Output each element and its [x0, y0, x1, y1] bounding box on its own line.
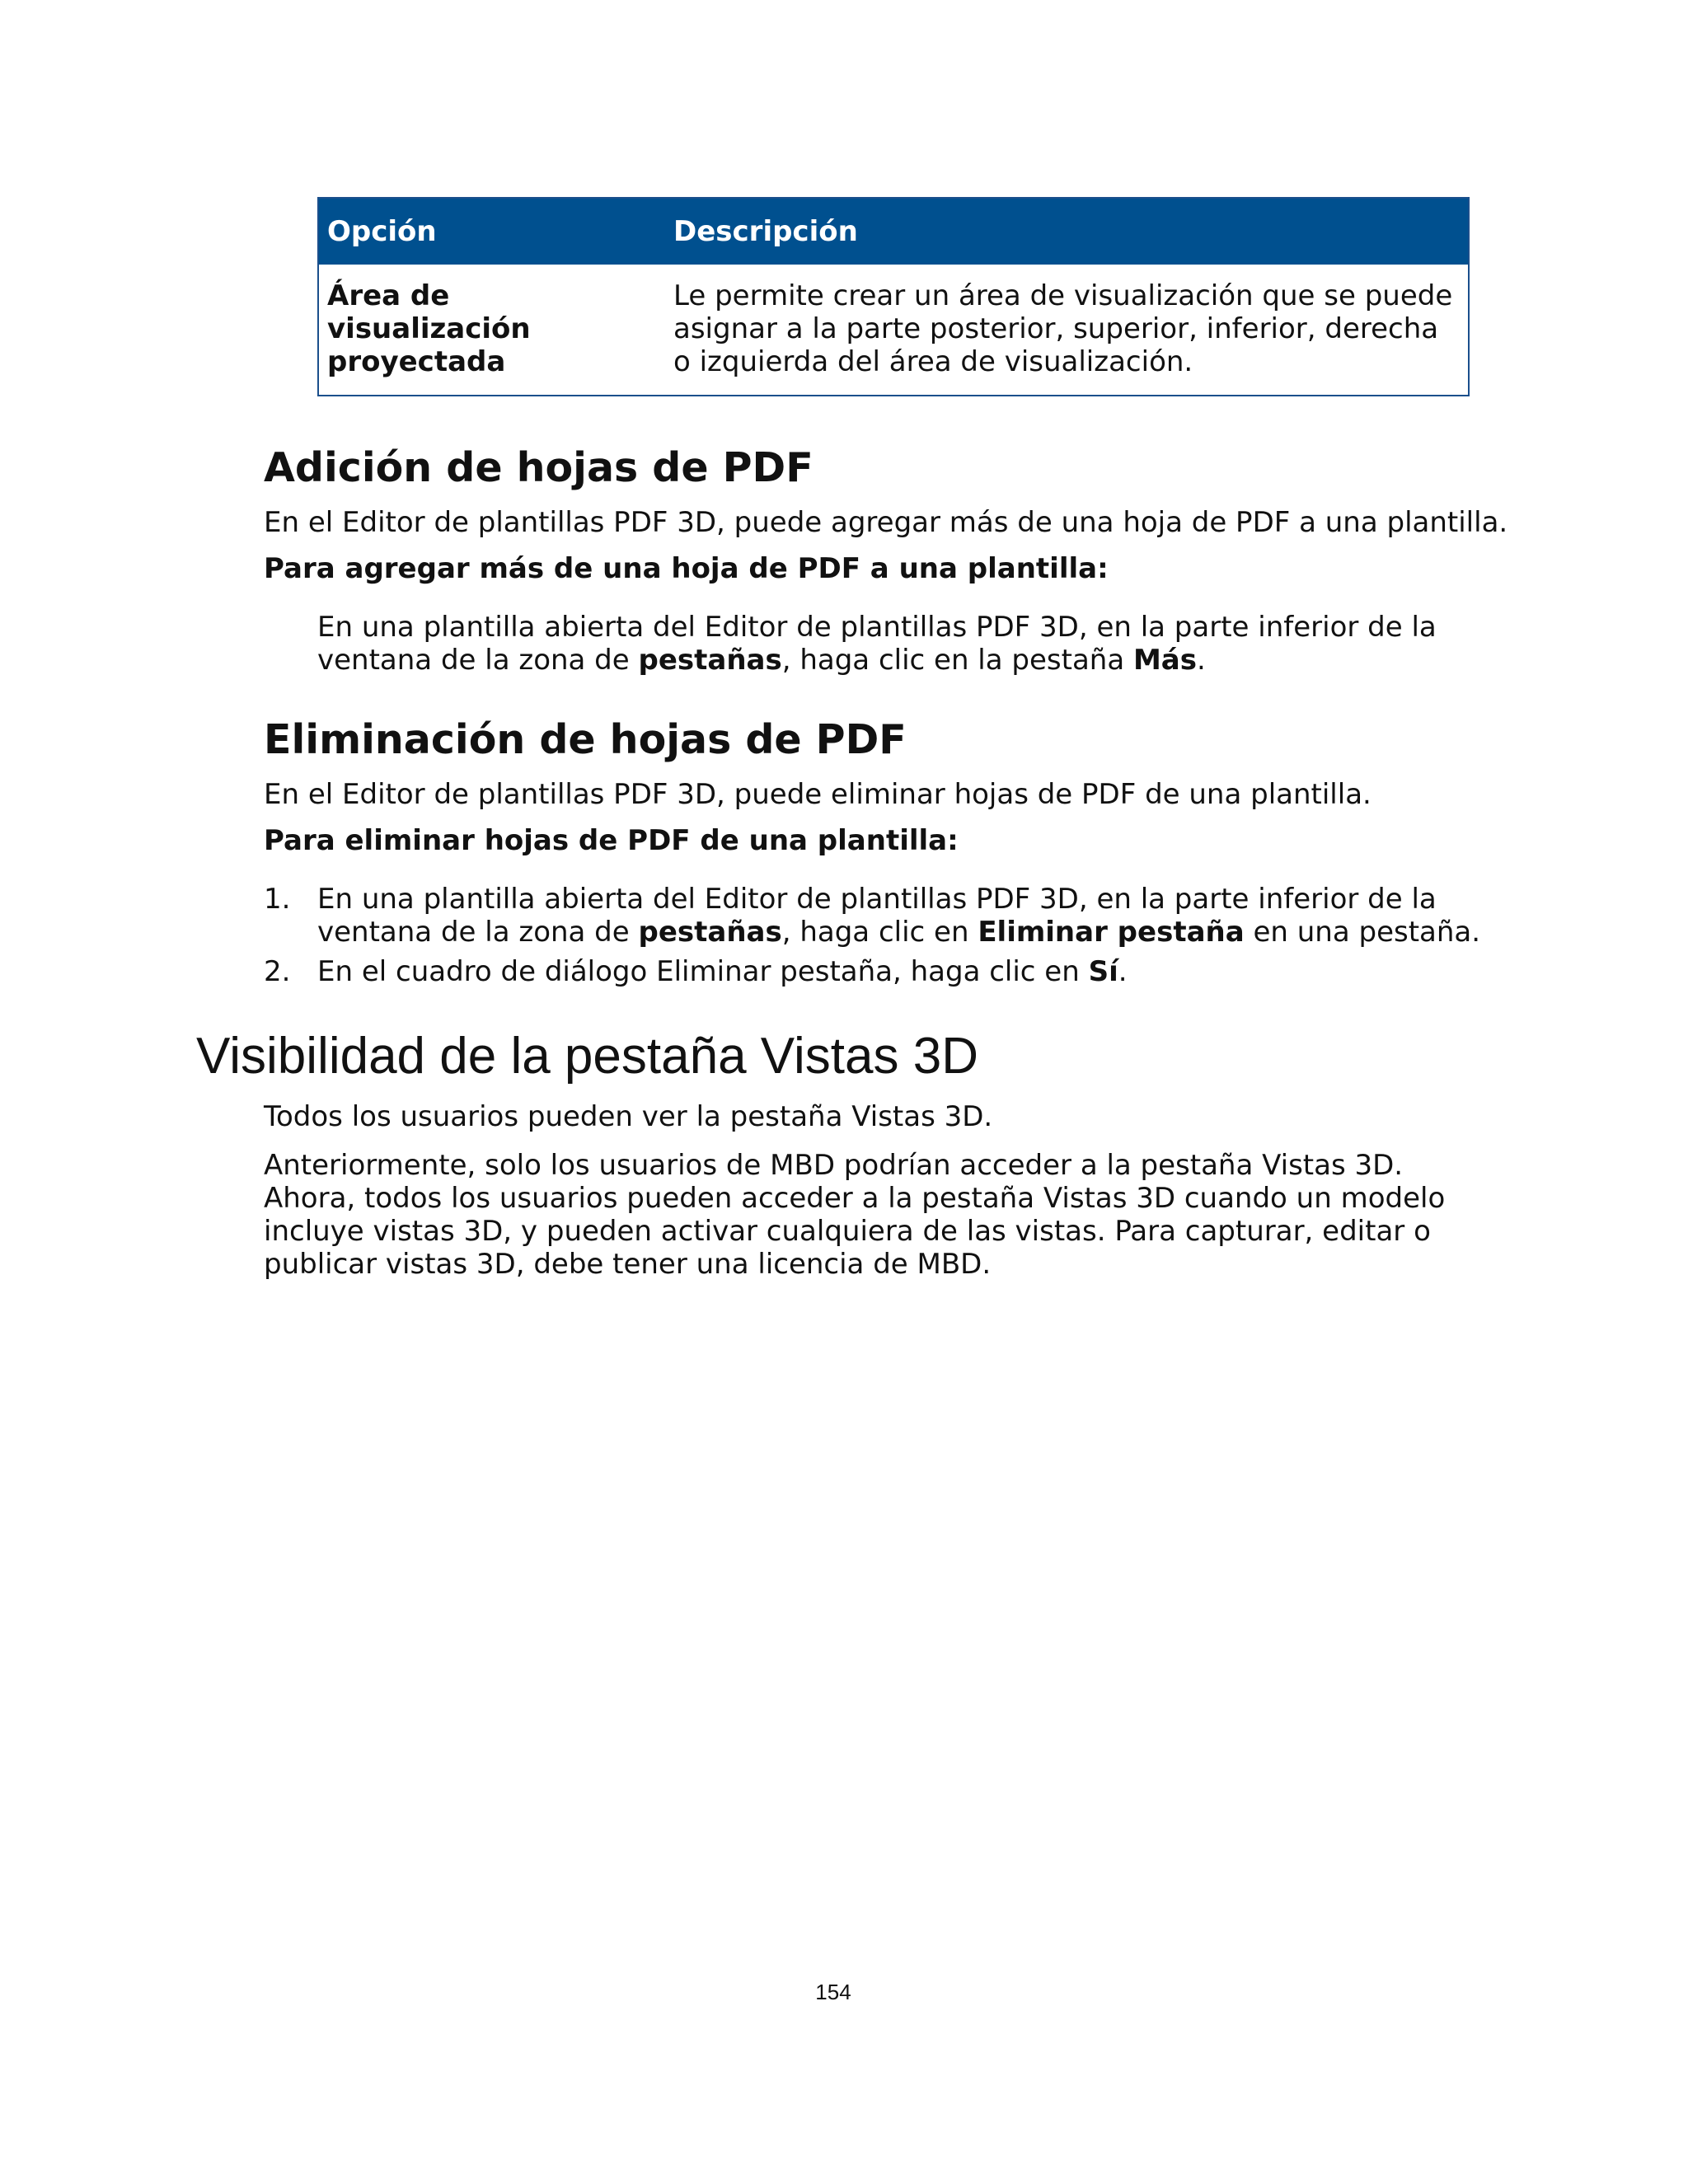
step-text: En una plantilla abierta del Editor de plantillas PDF 3D, en la parte inferior de la ventana de la zona de: [317, 611, 1437, 677]
delete-steps-list: [264, 883, 1492, 995]
section-add-procedure-title: Para agregar más de una hoja de PDF a una plantilla:: [264, 552, 1109, 585]
list-item: [264, 883, 1492, 949]
step-text: En el cuadro de diálogo Eliminar pestaña, haga clic en: [317, 955, 1089, 988]
list-item: [264, 955, 1492, 988]
step-bold-tabs: pestañas: [638, 644, 782, 677]
page-number: 154: [815, 1980, 851, 2004]
step-bold-yes: Sí: [1088, 955, 1118, 988]
step-text: , haga clic en: [781, 916, 978, 949]
step-bold-delete-tab: Eliminar pestaña: [978, 916, 1245, 949]
table-cell-description: Le permite crear un área de visualización que se puede asignar a la parte posterior, superior, inferior, derecha o izquierda del área de visualización.: [673, 279, 1453, 378]
section-add-step: [317, 611, 1488, 677]
table-header-option: Opción: [318, 198, 665, 265]
table-header-description: Descripción: [665, 198, 1469, 265]
table-header-row: [318, 198, 1469, 265]
section-heading-visibility: Visibilidad de la pestaña Vistas 3D: [196, 1028, 978, 1085]
step-text: en una pestaña.: [1244, 916, 1481, 949]
step-text: .: [1118, 955, 1128, 988]
options-table: [317, 197, 1470, 396]
step-text: , haga clic en la pestaña: [781, 644, 1133, 677]
step-bold-more: Más: [1132, 644, 1197, 677]
table-cell-option: Área de visualización proyectada: [327, 279, 531, 378]
section-delete-procedure-title: Para eliminar hojas de PDF de una plantilla:: [264, 824, 959, 857]
section-heading-delete-sheets: Eliminación de hojas de PDF: [264, 716, 907, 763]
section-add-intro: En el Editor de plantillas PDF 3D, puede agregar más de una hoja de PDF a una plantilla.: [264, 506, 1508, 539]
visibility-paragraph-1: Todos los usuarios pueden ver la pestaña Vistas 3D.: [264, 1100, 993, 1133]
section-heading-add-sheets: Adición de hojas de PDF: [264, 444, 814, 491]
section-delete-intro: En el Editor de plantillas PDF 3D, puede eliminar hojas de PDF de una plantilla.: [264, 778, 1372, 811]
list-item-number: 2.: [264, 955, 291, 988]
table-row: [318, 265, 1469, 396]
visibility-paragraph-2: Anteriormente, solo los usuarios de MBD podrían acceder a la pestaña Vistas 3D. Ahora, todos los usuarios pueden acceder a la pestaña Vistas 3D cuando un modelo incluye vistas 3D, y pueden activar cualquiera de las vistas. Para capturar, editar o publicar vistas 3D, debe tener una licencia de MBD.: [264, 1149, 1446, 1281]
step-text: .: [1196, 644, 1206, 677]
step-text: En una plantilla abierta del Editor de plantillas PDF 3D, en la parte inferior de la ventana de la zona de: [317, 883, 1437, 949]
list-item-number: 1.: [264, 883, 291, 916]
step-bold-tabs: pestañas: [638, 916, 782, 949]
